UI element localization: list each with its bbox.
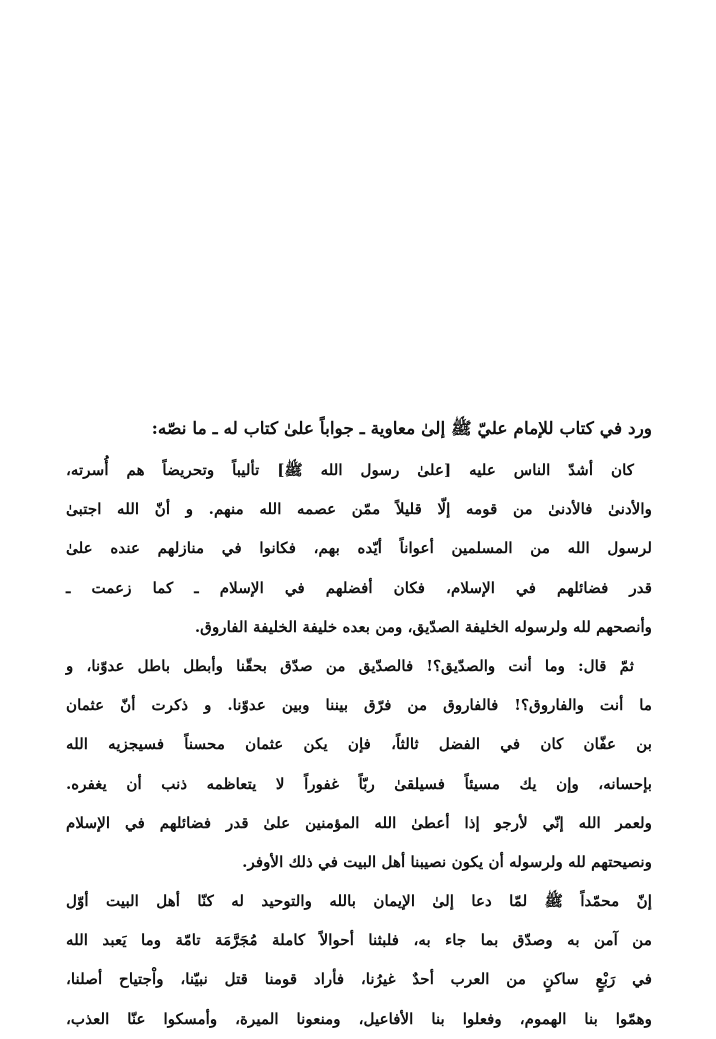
text-line: ونصيحتهم لله ولرسوله أن يكون نصيبنا أهل البيت في ذلك الأوفر. [242,852,652,871]
letter-excerpt [66,408,652,1039]
text-line: ما أنت والفاروق؟! فالفاروق من فرّق بيننا وبين عدوّنا. و ذكرت أنّ عثمان [66,696,652,715]
text-line: بن عفّان كان في الفضل ثالثاً، فإن يكن عثمان محسناً فسيجزيه الله [66,735,652,754]
intro-heading: ورد في كتاب للإمام عليّ ﷺ إلىٰ معاوية ـ جواباً علىٰ كتاب له ـ ما نصّه: [151,419,652,439]
text-line: كان أشدّ الناس عليه [علىٰ رسول الله ﷺ] تأليباً وتحريضاً هم أُسرته، [66,461,634,479]
text-line: في رَبْعٍ ساكنٍ من العرب أحدٌ غيرُنا، فأراد قومنا قتل نبيّنا، واْجتياح أصلنا، [66,970,652,989]
text-line: ولعمر الله إنّي لأرجو إذا أعطىٰ الله المؤمنين علىٰ قدر فضائلهم في الإسلام [66,813,652,832]
text-line: بإحسانه، وإن يك مسيئاً فسيلقىٰ ربّاً غفوراً لا يتعاظمه ذنب أن يغفره. [66,774,652,793]
text-line: قدر فضائلهم في الإسلام، فكان أفضلهم في الإسلام ـ كما زعمت ـ [66,578,652,597]
text-line: وهمّوا بنا الهموم، وفعلوا بنا الأفاعيل، ومنعونا الميرة، وأمسكوا عنّا العذب، [66,1009,652,1028]
text-line: لرسول الله من المسلمين أعواناً أيّده بهم، فكانوا في منازلهم عنده علىٰ [66,539,652,558]
paragraph-3 [66,882,652,1039]
text-line: وأنصحهم لله ولرسوله الخليفة الصدّيق، ومن بعده خليفة الخليفة الفاروق. [194,617,652,636]
text-line: من آمن به وصدّق بما جاء به، فلبثنا أحوالاً كاملة مُجَرَّمَة تامّة وما يَعبد الله [66,931,652,950]
text-line: ثمّ قال: وما أنت والصدّيق؟! فالصدّيق من صدّق بحقّنا وأبطل باطل عدوّنا، و [66,656,634,675]
paragraph-1 [66,451,652,647]
text-line: إنّ محمّداً ﷺ لمّا دعا إلىٰ الإيمان بالله والتوحيد له كنّا أهل البيت أوّل [66,892,652,911]
paragraph-2 [66,647,652,882]
text-line: والأدنىٰ فالأدنىٰ من قومه إلّا قليلاً ممّن عصمه الله منهم. و أنّ الله اجتبىٰ [66,500,652,519]
